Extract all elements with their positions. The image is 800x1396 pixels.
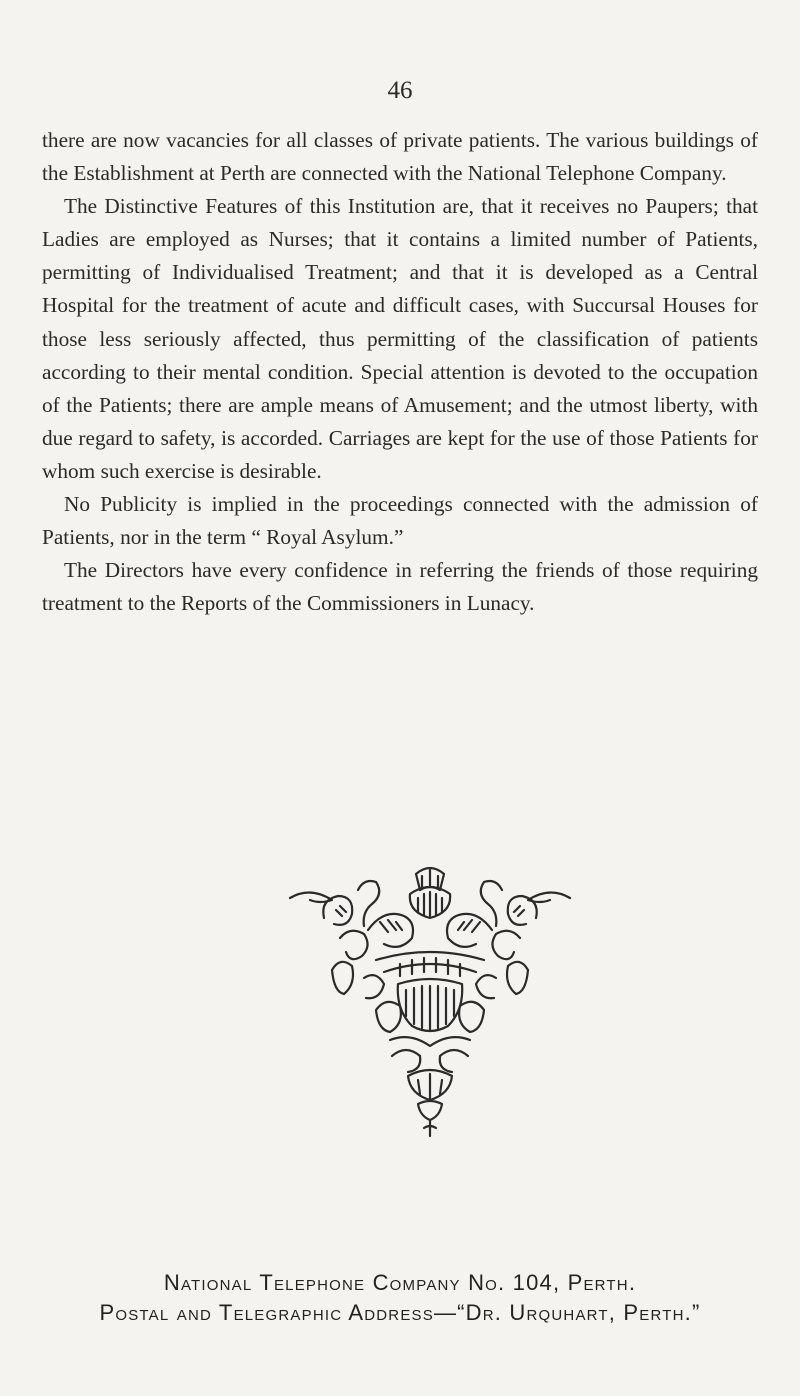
floral-tailpiece-icon bbox=[280, 860, 580, 1140]
paragraph-4: The Directors have every confidence in referring the friends of those requiring treatment to the Reports of the Commissioners in Lunacy. bbox=[42, 558, 758, 616]
page-number: 46 bbox=[387, 77, 413, 104]
footer-address-line: Postal and Telegraphic Address—“Dr. Urquhart, Perth.” bbox=[99, 1300, 701, 1325]
body-text bbox=[42, 124, 758, 620]
paragraph-2: The Distinctive Features of this Institution are, that it receives no Paupers; that Ladies are employed as Nurses; that it contains a limited number of Patients, permitting of Individualised Treatment; and that it is developed as a Central Hospital for the treatment of acute and difficult cases, with Succursal Houses for those less seriously affected, thus permitting of the classification of patients according to their mental condition. Special attention is devoted to the occupation of the Patients; there are ample means of Amusement; and the utmost liberty, with due regard to safety, is accorded. Carriages are kept for the use of those Patients for whom such exercise is desirable. bbox=[42, 194, 758, 483]
footer-telephone-line: National Telephone Company No. 104, Perth. bbox=[163, 1270, 637, 1295]
paragraph-3: No Publicity is implied in the proceedings connected with the admission of Patients, nor in the term “ Royal Asylum.” bbox=[42, 492, 758, 550]
footer bbox=[0, 1268, 800, 1328]
paragraph-1: there are now vacancies for all classes of private patients. The various buildings of the Establishment at Perth are connected with the National Telephone Company. bbox=[42, 128, 758, 186]
